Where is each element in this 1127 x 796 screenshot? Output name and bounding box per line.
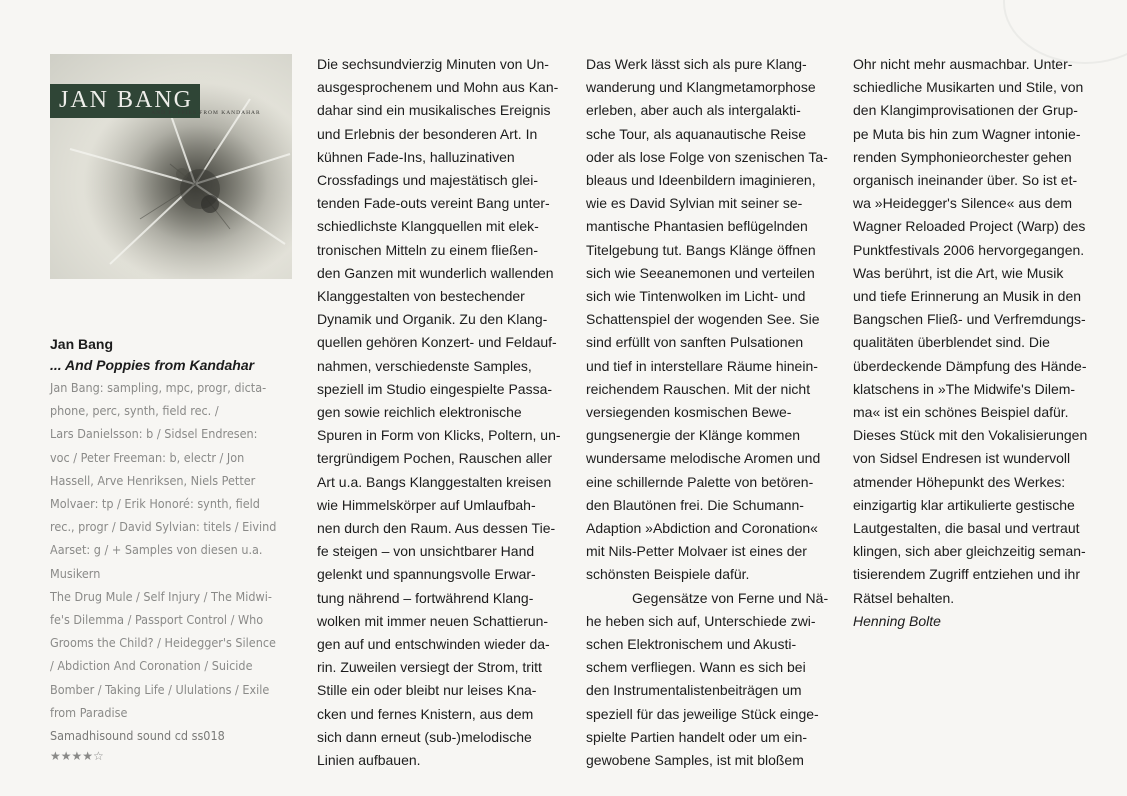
review-line: schem verfliegen. Wann es sich bei bbox=[586, 659, 806, 676]
review-line: Punktfestivals 2006 hervorgegangen. bbox=[853, 241, 1085, 258]
review-line: Klanggestalten von bestechender bbox=[317, 288, 525, 305]
credits-line: Hassell, Arve Henriksen, Niels Petter bbox=[50, 472, 256, 488]
review-line: den Ganzen mit wunderlich wallenden bbox=[317, 264, 554, 281]
review-line: versiegenden kosmischen Bewe- bbox=[586, 404, 792, 421]
review-line: gelenkt und spannungsvolle Erwar- bbox=[317, 566, 536, 583]
review-line: renden Symphonieorchester gehen bbox=[853, 148, 1072, 165]
label-info: Samadhisound sound cd ss018 bbox=[50, 728, 225, 744]
review-line: wie es David Sylvian mit seiner se- bbox=[586, 195, 803, 212]
review-line: klingen, sich aber gleichzeitig seman- bbox=[853, 543, 1086, 560]
review-line: Wagner Reloaded Project (Warp) des bbox=[853, 218, 1086, 235]
tracklist-line: fe's Dilemma / Passport Control / Who bbox=[50, 612, 264, 628]
review-line: bleaus und Ideenbildern imaginieren, bbox=[586, 172, 816, 189]
review-line: sich wie Seeanemonen und verteilen bbox=[586, 264, 815, 281]
review-line: tung nährend – fortwährend Klang- bbox=[317, 589, 534, 606]
star-rating: ★★★★☆ bbox=[50, 749, 104, 764]
review-line: nen durch den Raum. Aus dessen Tie- bbox=[317, 520, 556, 537]
review-line: tisierendem Zugriff entziehen und ihr bbox=[853, 566, 1080, 583]
review-column-3 bbox=[853, 53, 1103, 633]
review-line: organisch ineinander über. So ist et- bbox=[853, 172, 1078, 189]
cover-subtitle: ... AND POPPIES FROM KANDAHAR bbox=[142, 110, 261, 116]
album-info bbox=[50, 334, 296, 765]
tracklist-line: from Paradise bbox=[50, 704, 128, 720]
review-line: Gegensätze von Ferne und Nä- bbox=[632, 589, 829, 606]
review-line: atmender Höhepunkt des Werkes: bbox=[853, 473, 1066, 490]
tracklist-line: / Abdiction And Coronation / Suicide bbox=[50, 658, 253, 674]
review-line: speziell für das jeweilige Stück einge- bbox=[586, 705, 819, 722]
tracklist-line: Bomber / Taking Life / Ululations / Exile bbox=[50, 681, 270, 697]
review-line: ausgesprochenem und Mohn aus Kan- bbox=[317, 79, 559, 96]
credits-line: Lars Danielsson: b / Sidsel Endresen: bbox=[50, 426, 258, 442]
tracklist-line: Grooms the Child? / Heidegger's Silence bbox=[50, 635, 276, 651]
review-line: Bangschen Fließ- und Verfremdungs- bbox=[853, 311, 1086, 328]
credits-line: Jan Bang: sampling, mpc, progr, dicta- bbox=[50, 380, 267, 395]
review-line: gungsenergie der Klänge kommen bbox=[586, 427, 801, 444]
review-line: mit Nils-Petter Molvaer ist eines der bbox=[586, 543, 807, 560]
review-line: cken und fernes Knistern, aus dem bbox=[317, 705, 534, 722]
review-line: und tief in interstellare Räume hinein- bbox=[586, 357, 818, 374]
review-line: rin. Zuweilen versiegt der Strom, tritt bbox=[317, 659, 542, 676]
credits-line: voc / Peter Freeman: b, electr / Jon bbox=[50, 449, 245, 465]
review-line: gen sowie reichlich elektronische bbox=[317, 404, 522, 421]
review-line: Art u.a. Bangs Klanggestalten kreisen bbox=[317, 473, 552, 490]
review-line: qualitäten überblendet sind. Die bbox=[853, 334, 1050, 351]
review-line: schiedlichste Klangquellen mit elek- bbox=[317, 218, 539, 235]
review-line: gewobene Samples, ist mit bloßem bbox=[586, 752, 804, 769]
review-line: kühnen Fade-Ins, halluzinativen bbox=[317, 148, 515, 165]
review-line: pe Muta bis hin zum Wagner intonie- bbox=[853, 125, 1081, 142]
credits-line: Musikern bbox=[50, 565, 101, 581]
review-line: den Klangimprovisationen der Grup- bbox=[853, 102, 1078, 119]
review-line: ma« ist ein schönes Beispiel dafür. bbox=[853, 404, 1069, 421]
review-line: mantische Phantasien beflügelnden bbox=[586, 218, 808, 235]
review-line: schen Elektronischem und Akusti- bbox=[586, 636, 797, 653]
review-line: Linien aufbauen. bbox=[317, 752, 421, 769]
cover-title: JAN BANG bbox=[59, 87, 194, 113]
review-line: Dieses Stück mit den Vokalisierungen bbox=[853, 427, 1088, 444]
review-line: Lautgestalten, die basal und vertraut bbox=[853, 520, 1080, 537]
review-line: nahmen, verschiedenste Samples, bbox=[317, 357, 532, 374]
review-line: Ohr nicht mehr ausmachbar. Unter- bbox=[853, 56, 1073, 72]
review-line: sich dann erneut (sub-)melodische bbox=[317, 728, 532, 745]
review-line: Dynamik und Organik. Zu den Klang- bbox=[317, 311, 548, 328]
review-line: sich wie Tintenwolken im Licht- und bbox=[586, 288, 806, 305]
review-line: tenden Fade-outs vereint Bang unter- bbox=[317, 195, 550, 212]
album-credits bbox=[50, 376, 296, 585]
artist-name: Jan Bang bbox=[50, 336, 114, 352]
review-line: Titelgebung tut. Bangs Klänge öffnen bbox=[586, 241, 816, 258]
review-line: klatschens in »The Midwife's Dilem- bbox=[853, 380, 1076, 397]
review-line: erleben, aber auch als intergalakti- bbox=[586, 102, 801, 119]
review-line: Das Werk lässt sich als pure Klang- bbox=[586, 56, 807, 72]
review-line: gen auf und entschwinden wieder da- bbox=[317, 636, 550, 653]
review-line: überdeckende Dämpfung des Hände- bbox=[853, 357, 1087, 374]
review-line: sche Tour, als aquanautische Reise bbox=[586, 125, 806, 142]
review-line: tergründigem Pochen, Rauschen aller bbox=[317, 450, 553, 467]
review-line: wie Himmelskörper auf Umlaufbah- bbox=[317, 496, 536, 513]
review-line: von Sidsel Endresen ist wundervoll bbox=[853, 450, 1071, 467]
review-line: reichendem Rauschen. Mit der nicht bbox=[586, 380, 811, 397]
review-line: wa »Heidegger's Silence« aus dem bbox=[853, 195, 1073, 212]
review-line: oder als lose Folge von szenischen Ta- bbox=[586, 148, 828, 165]
credits-line: phone, perc, synth, field rec. / bbox=[50, 403, 219, 419]
review-line: einzigartig klar artikulierte gestische bbox=[853, 496, 1075, 513]
review-author: Henning Bolte bbox=[853, 612, 941, 629]
review-line: den Instrumentalistenbeiträgen um bbox=[586, 682, 802, 699]
review-line: eine schillernde Palette von betören- bbox=[586, 473, 814, 490]
album-title: ... And Poppies from Kandahar bbox=[50, 357, 255, 373]
review-line: Stille ein oder bleibt nur leises Kna- bbox=[317, 682, 537, 699]
review-line: Die sechsundvierzig Minuten von Un- bbox=[317, 56, 549, 72]
album-cover bbox=[50, 54, 292, 279]
review-line: und Erlebnis der besonderen Art. In bbox=[317, 125, 538, 142]
review-line: Adaption »Abdiction and Coronation« bbox=[586, 520, 818, 537]
review-line: wundersame melodische Aromen und bbox=[586, 450, 821, 467]
review-line: Spuren in Form von Klicks, Poltern, un- bbox=[317, 427, 561, 444]
review-line: he heben sich auf, Unterschiede zwi- bbox=[586, 612, 816, 629]
review-column-2 bbox=[586, 53, 836, 772]
album-sidebar bbox=[50, 54, 296, 765]
review-line: und tiefe Erinnerung an Musik in den bbox=[853, 288, 1082, 305]
review-column-1 bbox=[317, 53, 567, 772]
credits-line: Aarset: g / + Samples von diesen u.a. bbox=[50, 542, 263, 558]
credits-line: Molvaer: tp / Erik Honoré: synth, field bbox=[50, 496, 260, 512]
review-line: quellen gehören Konzert- und Feldauf- bbox=[317, 334, 557, 351]
review-line: schiedliche Musikarten und Stile, von bbox=[853, 79, 1084, 96]
review-line: Crossfadings und majestätisch glei- bbox=[317, 172, 538, 189]
review-line: schönsten Beispiele dafür. bbox=[586, 566, 750, 583]
review-line: Schattenspiel der wogenden See. Sie bbox=[586, 311, 820, 328]
review-line: dahar sind ein musikalisches Ereignis bbox=[317, 102, 551, 119]
review-line: fe steigen – von unsichtbarer Hand bbox=[317, 543, 535, 560]
review-line: speziell im Studio eingespielte Passa- bbox=[317, 380, 553, 397]
review-line: tronischen Mitteln zu einem fließen- bbox=[317, 241, 538, 258]
review-line: wolken mit immer neuen Schattierun- bbox=[317, 612, 549, 629]
review-line: spielte Partien handelt oder um ein- bbox=[586, 728, 808, 745]
credits-line: rec., progr / David Sylvian: titels / Eivind bbox=[50, 519, 277, 535]
review-line: wanderung und Klangmetamorphose bbox=[586, 79, 816, 96]
review-line: Rätsel behalten. bbox=[853, 589, 955, 606]
album-tracklist bbox=[50, 585, 296, 724]
review-line: Was berührt, ist die Art, wie Musik bbox=[853, 264, 1064, 281]
review-line: den Blautönen frei. Die Schumann- bbox=[586, 496, 804, 513]
review-line: sind erfüllt von sanften Pulsationen bbox=[586, 334, 804, 351]
tracklist-line: The Drug Mule / Self Injury / The Midwi- bbox=[50, 588, 272, 604]
